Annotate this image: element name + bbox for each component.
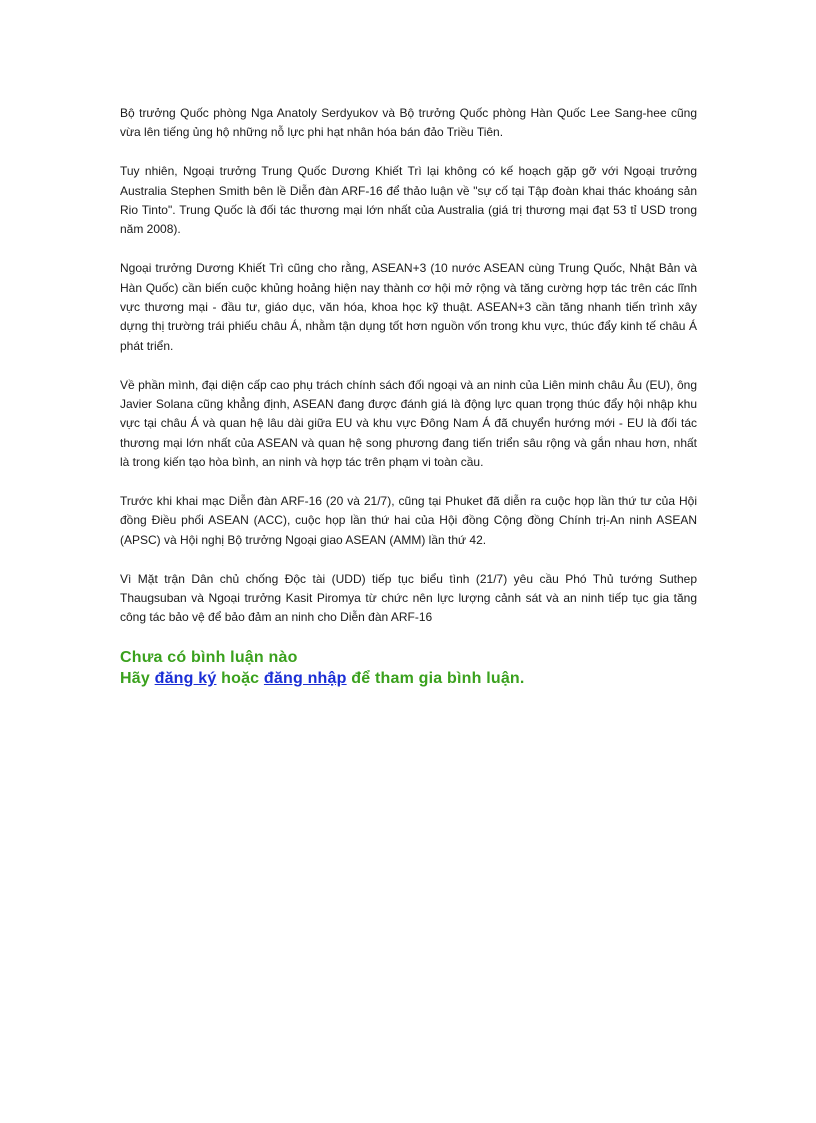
article-paragraph: Vì Mặt trận Dân chủ chống Độc tài (UDD) tiếp tục biểu tình (21/7) yêu cầu Phó Thủ tướng Suthep Thaugsuban và Ngoại trưởng Kasit Piromya từ chức nên lực lượng cảnh sát và an ninh tiếp tục gia tăng công tác bảo vệ để bảo đảm an ninh cho Diễn đàn ARF-16 xyxy=(120,571,697,625)
article-paragraph: Ngoại trưởng Dương Khiết Trì cũng cho rằng, ASEAN+3 (10 nước ASEAN cùng Trung Quốc, Nhật Bản và Hàn Quốc) cần biến cuộc khủng hoảng hiện nay thành cơ hội mở rộng và tăng cường hợp tác trên các lĩnh vực thương mại - đầu tư, giáo dục, văn hóa, khoa học kỹ thuật. ASEAN+3 cần tăng nhanh tiến trình xây dựng thị trường trái phiếu châu Á, nhằm tận dụng tốt hơn nguồn vốn trong khu vực, thúc đẩy kinh tế châu Á phát triển. xyxy=(120,261,697,353)
article-paragraph: Trước khi khai mạc Diễn đàn ARF-16 (20 và 21/7), cũng tại Phuket đã diễn ra cuộc họp lần thứ tư của Hội đồng Điều phối ASEAN (ACC), cuộc họp lần thứ hai của Hội đồng Cộng đồng Chính trị-An ninh ASEAN (APSC) và Hội nghị Bộ trưởng Ngoại giao ASEAN (AMM) lần thứ 42. xyxy=(120,494,697,547)
article-paragraph: Về phần mình, đại diện cấp cao phụ trách chính sách đối ngoại và an ninh của Liên minh châu Âu (EU), ông Javier Solana cũng khẳng định, ASEAN đang được đánh giá là động lực quan trọng thúc đẩy hội nhập khu vực tại châu Á và quan hệ lâu dài giữa EU và khu vực Đông Nam Á đã chuyển hướng mới - EU là đối tác thương mại lớn nhất của ASEAN và quan hệ song phương đang tiến triển sâu rộng và gắn nhau hơn, nhất là trong kiến tạo hòa bình, an ninh và hợp tác trên phạm vi toàn cầu. xyxy=(120,377,697,470)
article-page xyxy=(120,104,697,689)
prompt-suffix: để tham gia bình luận. xyxy=(346,670,525,688)
article-body xyxy=(120,104,697,628)
no-comments-text: Chưa có bình luận nào xyxy=(120,649,298,667)
prompt-middle: hoặc xyxy=(216,670,264,688)
comment-login-prompt xyxy=(120,668,697,689)
comments-section xyxy=(120,647,697,689)
article-paragraph: Bộ trưởng Quốc phòng Nga Anatoly Serdyukov và Bộ trưởng Quốc phòng Hàn Quốc Lee Sang-hee cũng vừa lên tiếng ủng hộ những nỗ lực phi hạt nhân hóa bán đảo Triều Tiên. xyxy=(120,106,697,140)
article-paragraph: Tuy nhiên, Ngoại trưởng Trung Quốc Dương Khiết Trì lại không có kế hoạch gặp gỡ với Ngoại trưởng Australia Stephen Smith bên lề Diễn đàn ARF-16 để thảo luận về "sự cố tại Tập đoàn khai thác khoáng sản Rio Tinto". Trung Quốc là đối tác thương mại lớn nhất của Australia (giá trị thương mại đạt 53 tỉ USD trong năm 2008). xyxy=(120,164,697,237)
register-link[interactable]: đăng ký xyxy=(154,670,217,688)
login-link[interactable]: đăng nhập xyxy=(263,670,347,688)
prompt-prefix: Hãy xyxy=(120,670,155,688)
